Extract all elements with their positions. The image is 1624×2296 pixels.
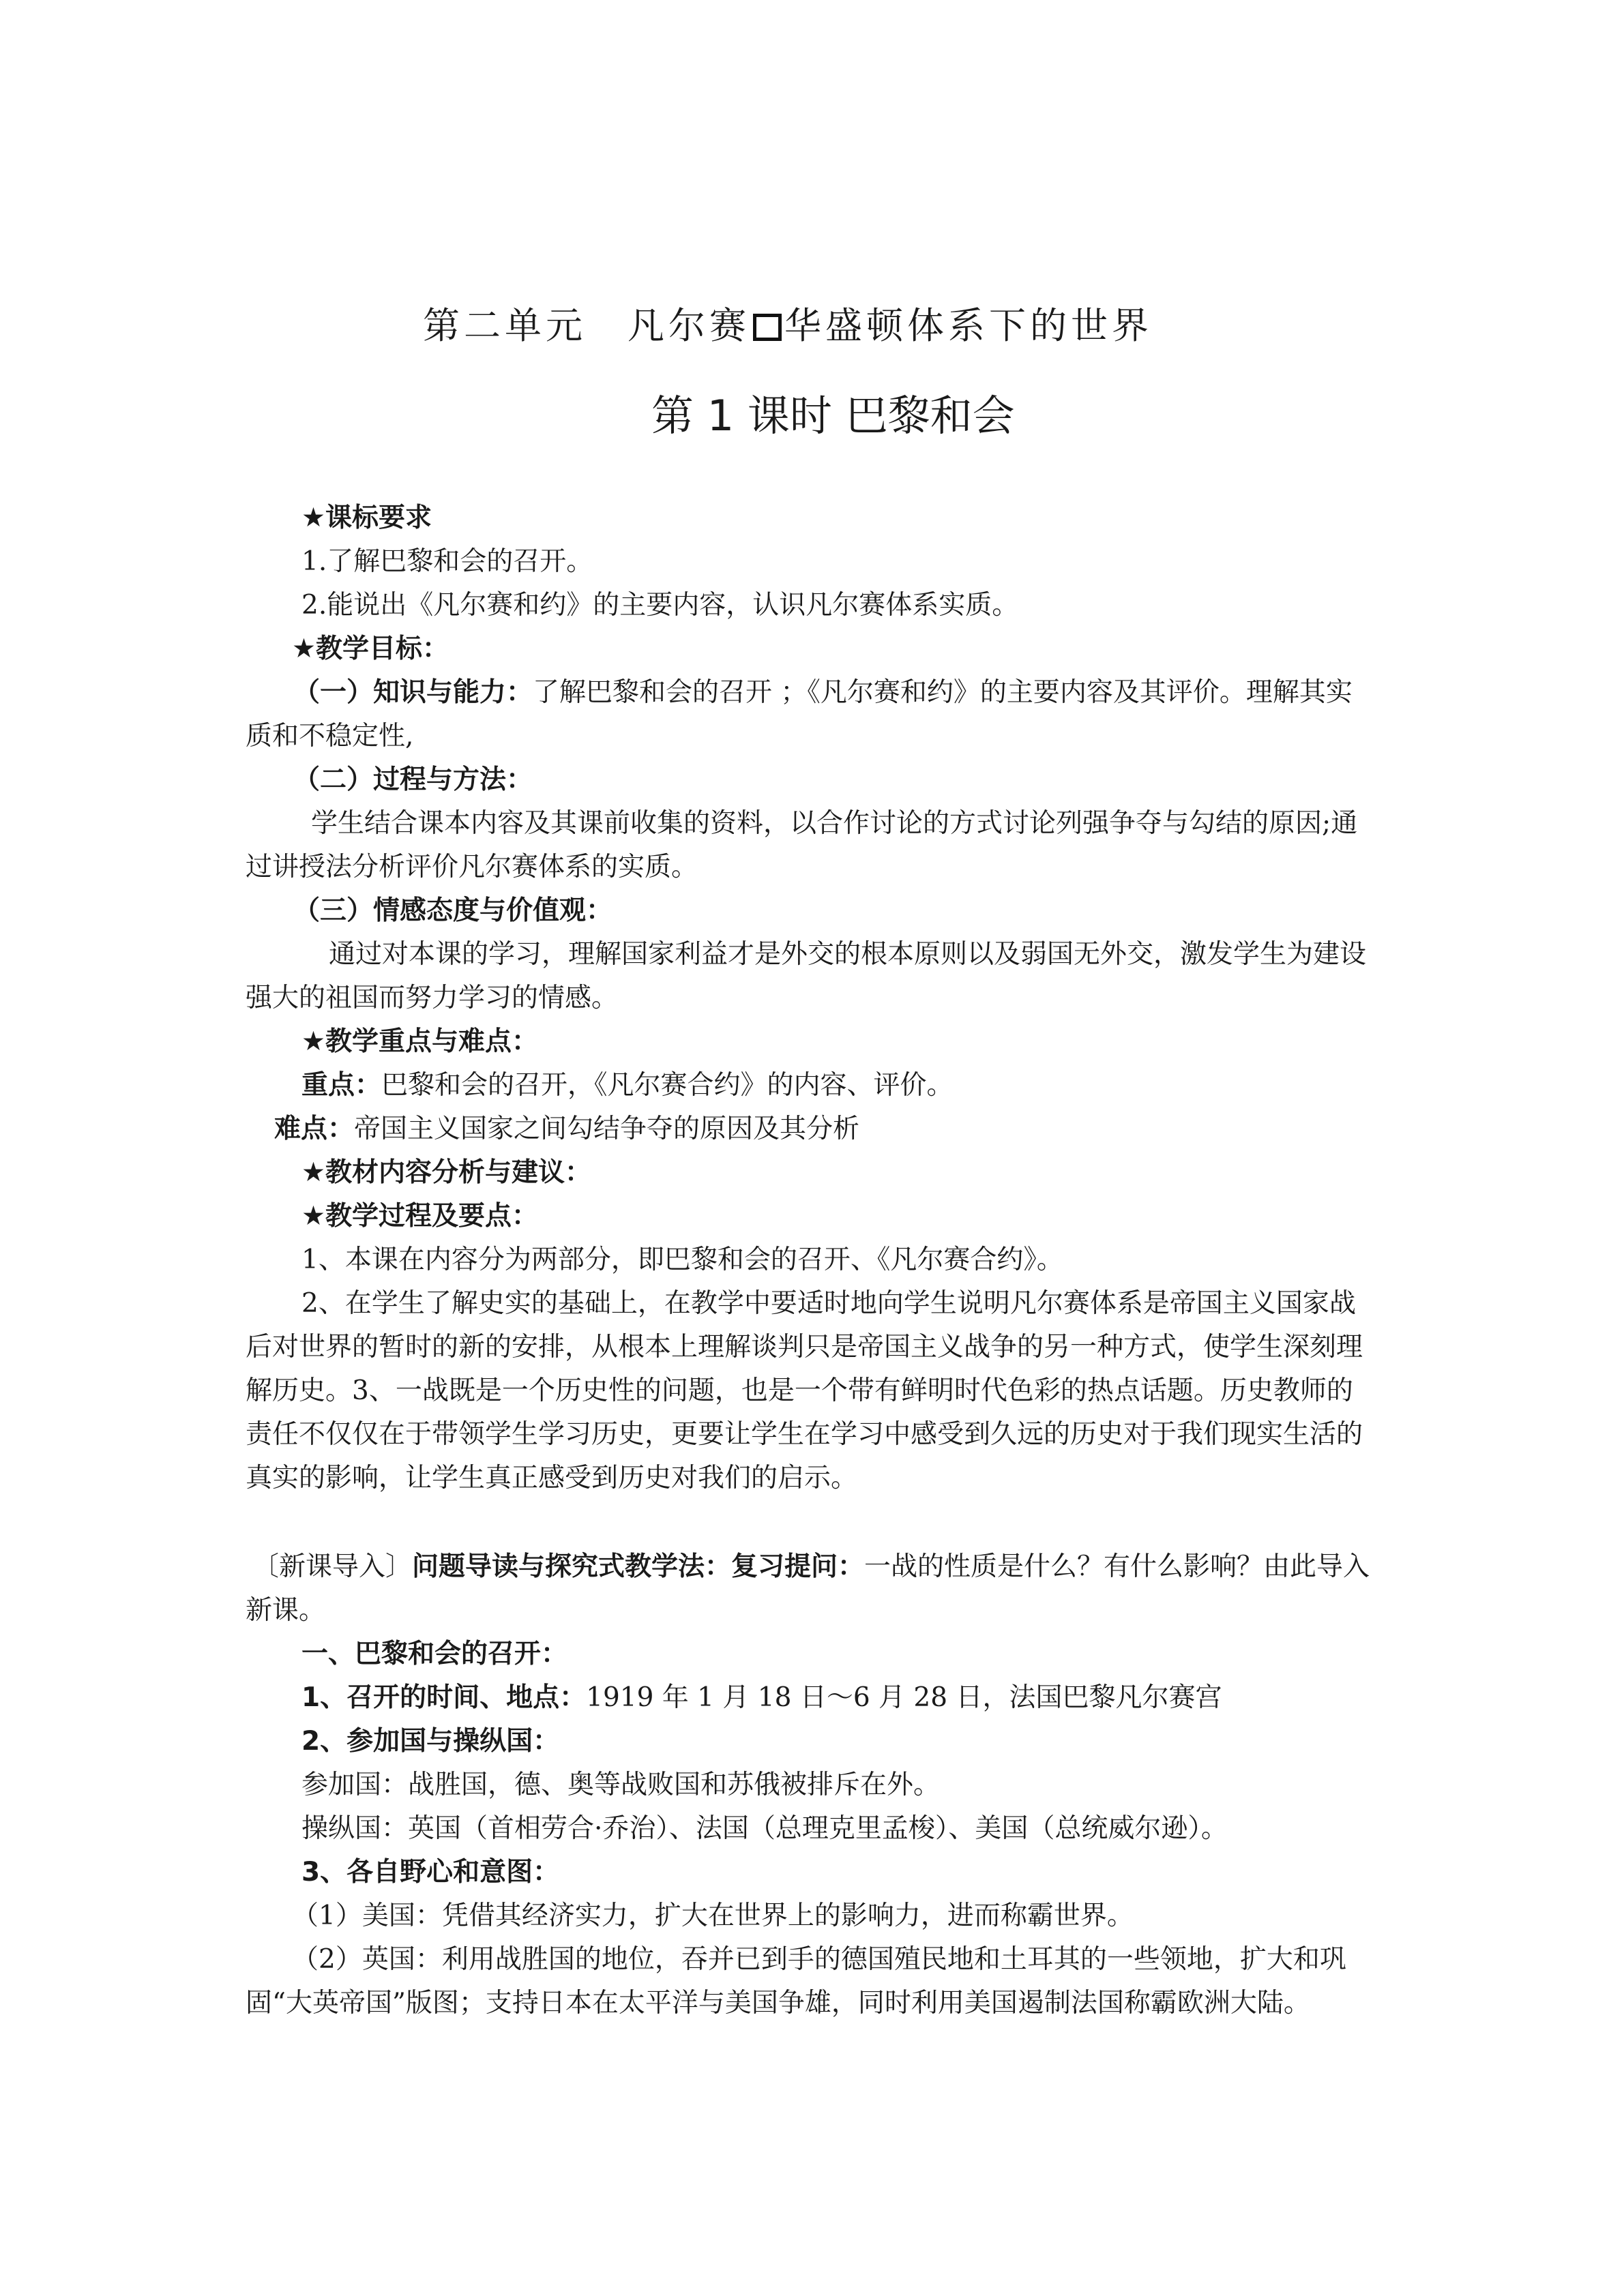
s1-controllers: 操纵国：英国（首相劳合·乔治）、法国（总理克里孟梭）、美国（总统威尔逊）。 [301,1813,1228,1844]
kebiao-item-2: 2.能说出《凡尔赛和约》的主要内容，认识凡尔赛体系实质。 [301,590,1019,621]
intro-paragraph [246,1545,1378,1632]
s1-uk: （2）英国：利用战胜国的地位，吞并已到手的德国殖民地和土耳其的一些领地，扩大和巩固“大英帝国”版图；支持日本在太平洋与美国争雄，同时利用美国遏制法国称霸欧洲大陆。 [246,1944,1346,2018]
mubiao-process-label: （二）过程与方法： [293,764,533,795]
unit-title-part1: 第二单元 凡尔赛 [423,304,750,347]
s1-ambition-label: 3、各自野心和意图： [301,1857,560,1888]
document-body [246,496,1378,2025]
mubiao-knowledge-label: （一）知识与能力： [293,677,533,708]
s1-countries-label: 2、参加国与操纵国： [301,1726,560,1757]
intro-bold: 问题导读与探究式教学法：复习提问： [412,1551,865,1582]
lesson-title: 第 1 课时 巴黎和会 [651,391,1015,441]
nandian-text: 帝国主义国家之间勾结争夺的原因及其分析 [354,1114,860,1144]
guocheng-heading: ★教学过程及要点： [301,1201,538,1232]
s1-participants: 参加国：战胜国，德、奥等战败国和苏俄被排斥在外。 [301,1770,941,1800]
mubiao-heading: ★教学目标： [292,633,449,664]
mubiao-knowledge [246,671,1378,758]
intro-text: 一战的性质是什么？有什么影响？由此导入新课。 [246,1551,1370,1626]
guocheng-item-2: 2、在学生了解史实的基础上，在教学中要适时地向学生说明凡尔赛体系是帝国主义国家战后对世界的暂时的新的安排，从根本上理解谈判只是帝国主义战争的另一种方式，使学生深刻理解历史。3、一战既是一个历史性的问题，也是一个带有鲜明时代色彩的热点话题。历史教师的责任不仅仅在于带领学生学习历史，更要让学生在学习中感受到久远的历史对于我们现实生活的真实的影响，让学生真正感受到历史对我们的启示。 [246,1288,1363,1493]
s1-usa: （1）美国：凭借其经济实力，扩大在世界上的影响力，进而称霸世界。 [292,1900,1134,1931]
spacer [246,1500,1378,1545]
missing-glyph-box [753,314,782,341]
s1-time-text: 1919 年 1 月 18 日～6 月 28 日，法国巴黎凡尔赛宫 [586,1682,1222,1713]
guocheng-item-1: 1、本课在内容分为两部分，即巴黎和会的召开、《凡尔赛合约》。 [301,1244,1063,1275]
zhongdian-label: 重点： [301,1070,382,1101]
kebiao-heading: ★课标要求 [301,503,432,533]
zhongdian-line [246,1064,1378,1107]
kebiao-item-1: 1.了解巴黎和会的召开。 [301,546,593,577]
zhongdian-text: 巴黎和会的召开，《凡尔赛合约》的内容、评价。 [381,1070,954,1101]
s1-time-line [246,1676,1378,1720]
mubiao-emotion-label: （三）情感态度与价值观： [293,895,613,926]
mubiao-emotion-text: 通过对本课的学习，理解国家利益才是外交的根本原则以及弱国无外交，激发学生为建设强大的祖国而努力学习的情感。 [246,939,1367,1013]
unit-title-part2: 华盛顿体系下的世界 [784,304,1153,347]
mubiao-process-text: 学生结合课本内容及其课前收集的资料，以合作讨论的方式讨论列强争夺与勾结的原因;通过讲授法分析评价凡尔赛体系的实质。 [246,808,1358,882]
unit-title [423,297,1153,349]
intro-prefix: 〔新课导入〕 [252,1551,413,1582]
section1-heading: 一、巴黎和会的召开： [301,1639,568,1669]
s1-time-label: 1、召开的时间、地点： [301,1682,587,1713]
jiaocai-heading: ★教材内容分析与建议： [301,1157,591,1188]
zhongdian-heading: ★教学重点与难点： [301,1026,538,1057]
nandian-line [246,1107,1378,1151]
nandian-label: 难点： [274,1114,355,1144]
mubiao-knowledge-text: 了解巴黎和会的召开 ；《凡尔赛和约》的主要内容及其评价。理解其实质和不稳定性, [246,677,1353,751]
